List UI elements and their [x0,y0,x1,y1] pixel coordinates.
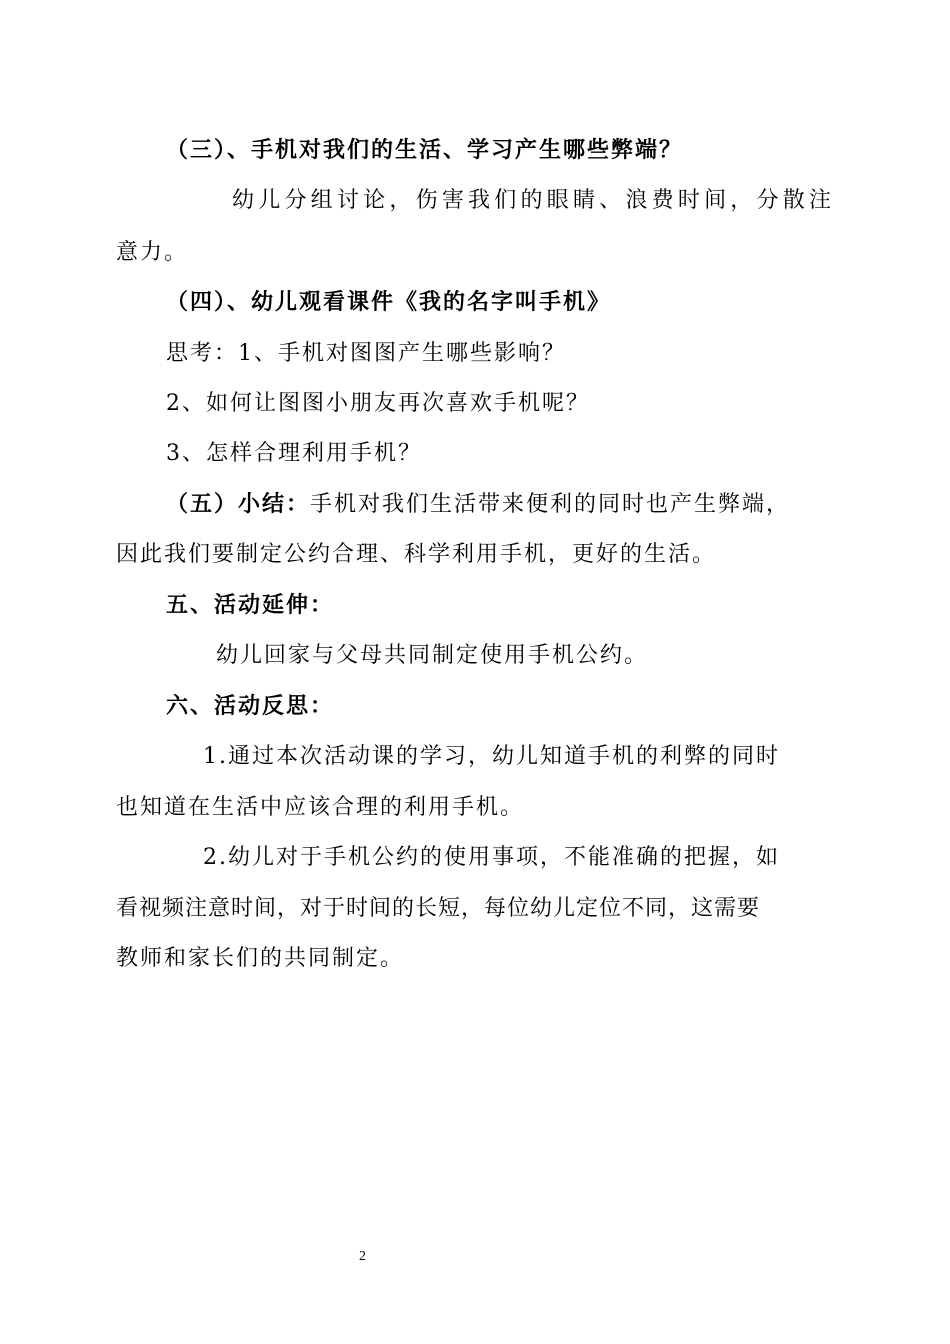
summary-text: 手机对我们生活带来便利的同时也产生弊端， [310,492,791,517]
reflection-paragraph-1-line-1: 1.通过本次活动课的学习，幼儿知道手机的利弊的同时 [203,744,780,769]
summary-label: （五）小结： [166,492,311,517]
reflection-heading: 六、活动反思： [166,694,335,719]
section-3-paragraph-line-1: 幼儿分组讨论，伤害我们的眼睛、浪费时间，分散注 [232,188,832,213]
section-4-heading: （四）、幼儿观看课件《我的名字叫手机》 [166,290,612,315]
question-3: 3、怎样合理利用手机？ [166,441,422,466]
question-1: 思考：1、手机对图图产生哪些影响？ [166,341,566,366]
extension-text: 幼儿回家与父母共同制定使用手机公约。 [216,643,649,668]
reflection-paragraph-2-line-3: 教师和家长们的共同制定。 [116,946,405,971]
section-3-heading: （三）、手机对我们的生活、学习产生哪些弊端？ [166,138,684,163]
page-number: 2 [359,1249,366,1264]
question-2: 2、如何让图图小朋友再次喜欢手机呢？ [166,391,590,416]
reflection-paragraph-2-line-2: 看视频注意时间，对于时间的长短，每位幼儿定位不同，这需要 [116,896,761,921]
reflection-paragraph-1-line-2: 也知道在生活中应该合理的利用手机。 [116,795,525,820]
reflection-paragraph-2-line-1: 2.幼儿对于手机公约的使用事项，不能准确的把握，如 [203,845,780,870]
summary-line-2: 因此我们要制定公约合理、科学利用手机，更好的生活。 [116,542,717,567]
section-3-paragraph-line-2: 意力。 [116,240,189,265]
summary-line-1 [166,490,790,520]
extension-heading: 五、活动延伸： [166,593,335,618]
